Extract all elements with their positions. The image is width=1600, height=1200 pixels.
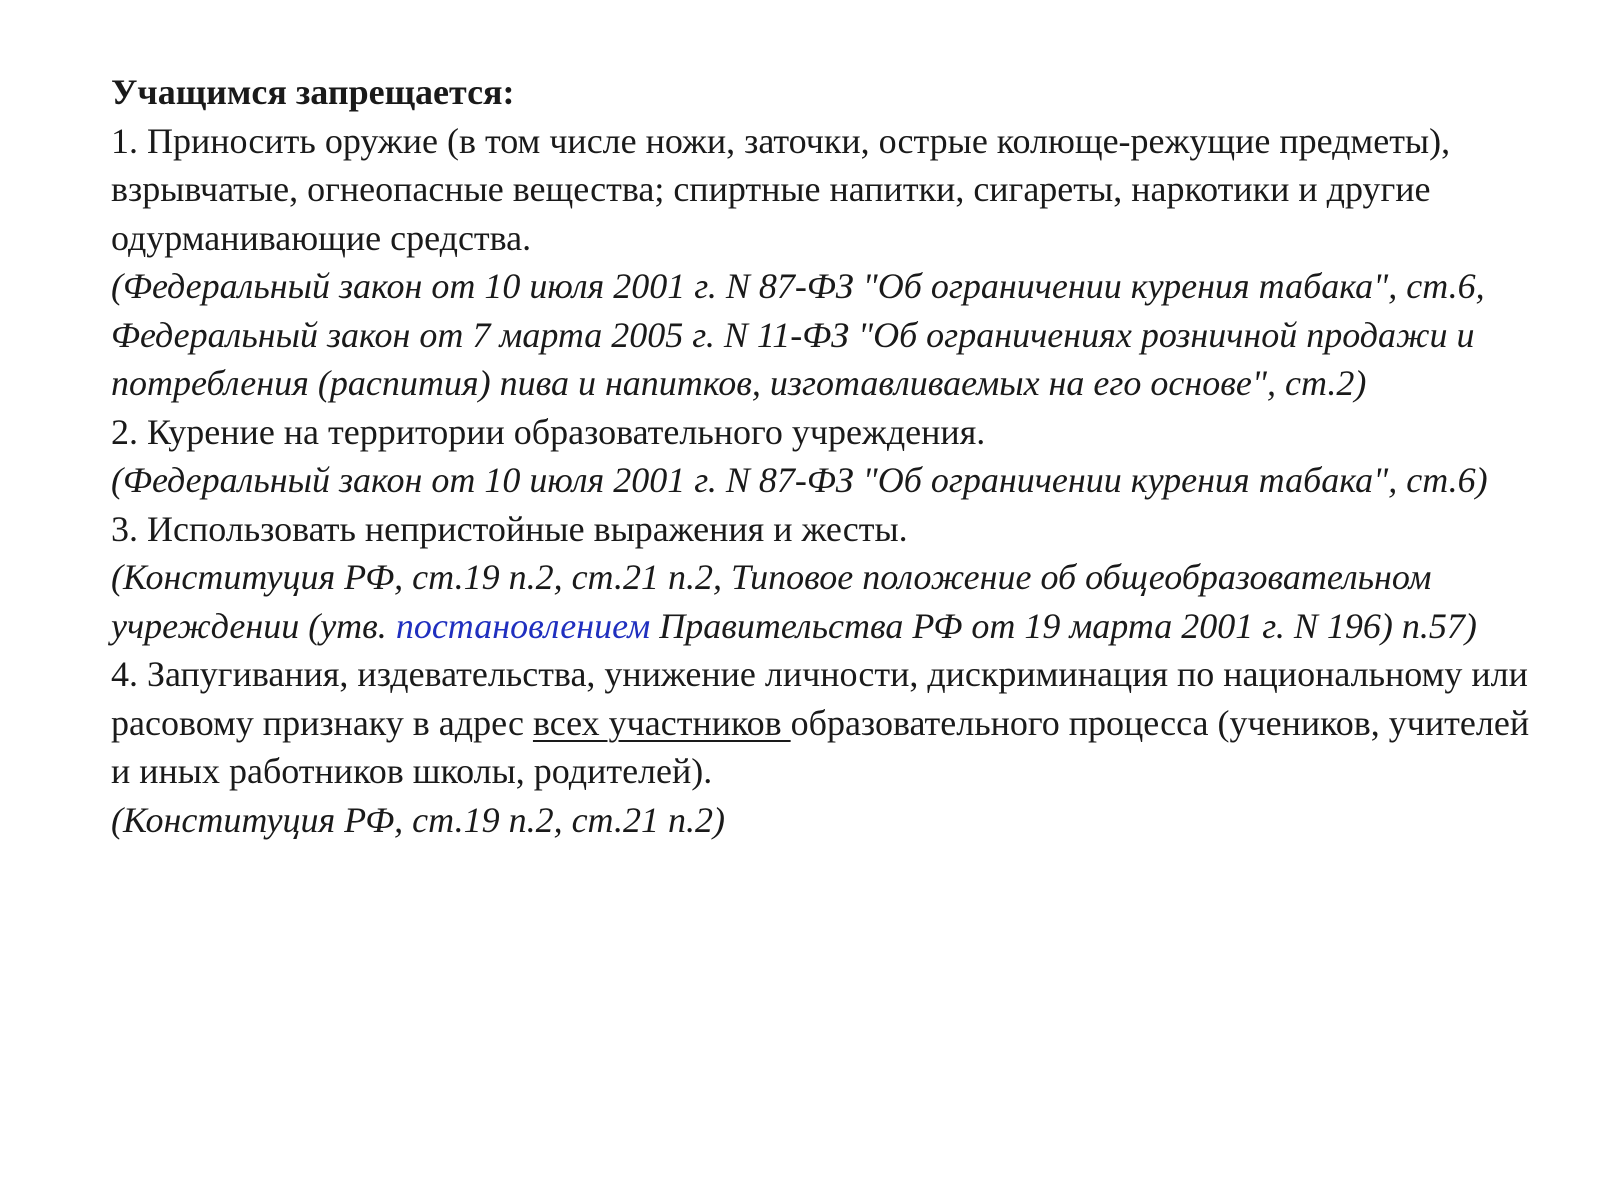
rule-3-text: 3. Использовать непристойные выражения и жесты. <box>111 508 908 549</box>
rule-3-citation <box>111 553 1551 650</box>
slide-content <box>111 68 1551 844</box>
rule-4-text-end: образовательного процесса (учеников, учителей и иных работников школы, родителей). <box>111 702 1530 791</box>
all-participants-underlined: всех участников <box>532 702 791 743</box>
resolution-link[interactable]: постановлением <box>395 605 651 646</box>
rule-1-text: 1. Приносить оружие (в том числе ножи, заточки, острые колюще-режущие предметы), взрывчатые, огнеопасные вещества; спиртные напитки, сигареты, наркотики и другие одурманивающие средства. <box>111 120 1451 258</box>
rule-2-citation: (Федеральный закон от 10 июля 2001 г. N 87-ФЗ "Об ограничении курения табака", ст.6) <box>111 460 1488 500</box>
slide-heading: Учащимся запрещается: <box>111 72 515 112</box>
rule-4-text <box>111 650 1551 796</box>
rule-1-citation: (Федеральный закон от 10 июля 2001 г. N 87-ФЗ "Об ограничении курения табака", ст.6, Федеральный закон от 7 марта 2005 г. N 11-ФЗ "Об ограничениях розничной продажи и потребления (распития) пива и напитков, изготавливаемых на его основе", ст.2) <box>111 266 1485 403</box>
rule-3-citation-start: (Конституция РФ, ст.19 п.2, ст.21 п.2, Типовое положение об общеобразовательном учреждении (утв. <box>111 557 1432 646</box>
rule-4-text-start: 4. Запугивания, издевательства, унижение личности, дискриминация по национальному или расовому признаку в адрес <box>111 654 1528 743</box>
rule-2-text: 2. Курение на территории образовательного учреждения. <box>111 411 986 452</box>
rule-3-citation-end: Правительства РФ от 19 марта 2001 г. N 196) п.57) <box>650 605 1477 646</box>
rule-4-citation: (Конституция РФ, ст.19 п.2, ст.21 п.2) <box>111 799 725 840</box>
